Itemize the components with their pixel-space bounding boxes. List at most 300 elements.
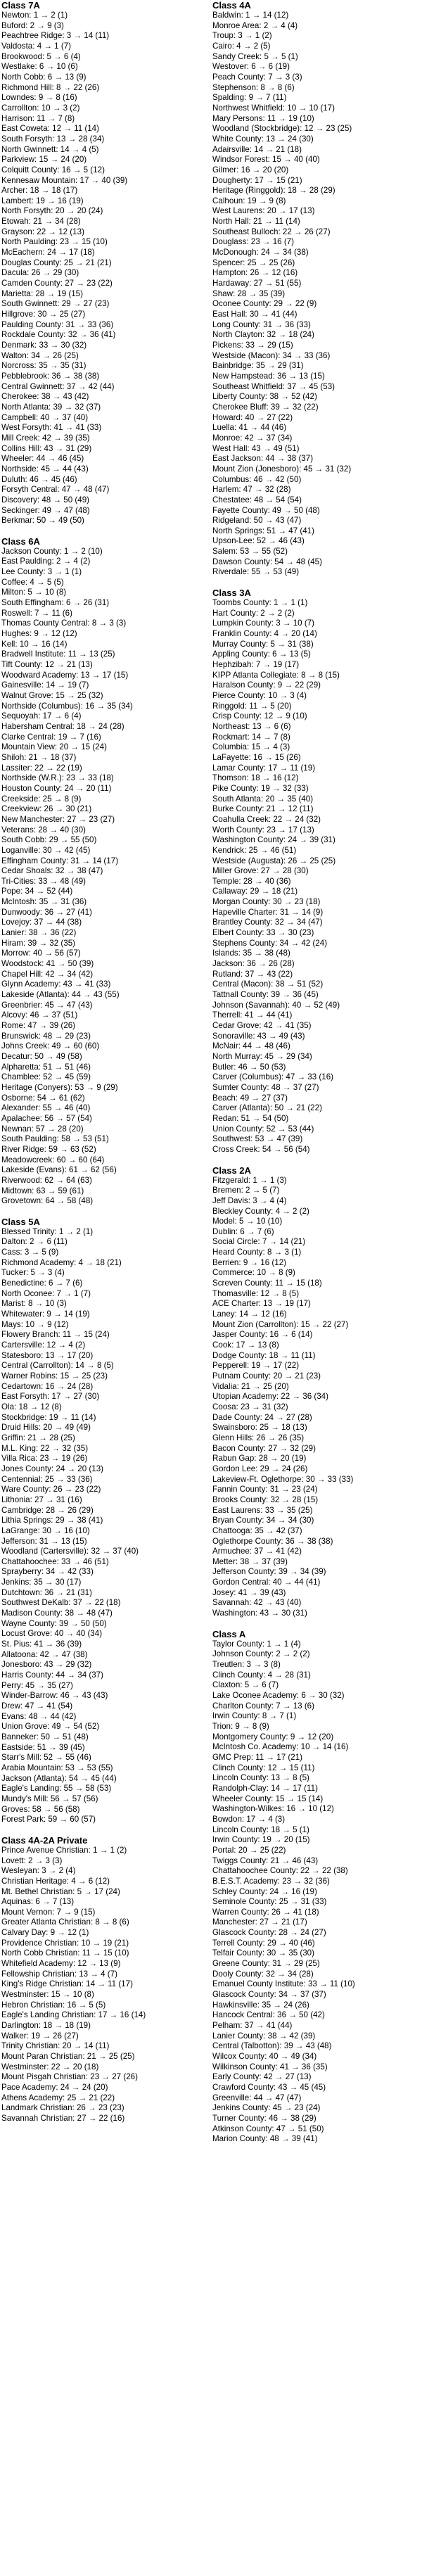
ranking-row: Warren County: 26 → 41 (18) bbox=[212, 1907, 319, 1917]
ranking-row: Hampton: 26 → 12 (16) bbox=[212, 268, 298, 278]
section-gap bbox=[1, 1825, 210, 1835]
ranking-row: Clinch County: 4 → 28 (31) bbox=[212, 1670, 311, 1680]
ranking-row: North Springs: 51 → 47 (41) bbox=[212, 526, 314, 535]
ranking-row: Dutchtown: 36 → 21 (31) bbox=[1, 1587, 92, 1597]
ranking-row: Centennial: 25 → 33 (36) bbox=[1, 1474, 93, 1484]
ranking-row: Fayette County: 49 → 50 (48) bbox=[212, 505, 320, 515]
ranking-row: Providence Christian: 10 → 19 (21) bbox=[1, 1938, 129, 1948]
ranking-row: Coahulla Creek: 22 → 24 (32) bbox=[212, 814, 321, 824]
ranking-row: Cedar Shoals: 32 → 38 (47) bbox=[1, 866, 103, 876]
ranking-row: Treutlen: 3 → 3 (8) bbox=[212, 1660, 281, 1670]
ranking-row: Oglethorpe County: 36 → 38 (38) bbox=[212, 1536, 333, 1546]
ranking-row: McDonough: 24 → 34 (38) bbox=[212, 248, 309, 258]
ranking-row: Richmond Hill: 8 → 22 (26) bbox=[1, 82, 100, 92]
ranking-row: Druid Hills: 20 → 49 (49) bbox=[1, 1423, 91, 1433]
ranking-row: South Cobb: 29 → 55 (50) bbox=[1, 835, 97, 845]
ranking-row: Turner County: 46 → 38 (29) bbox=[212, 2113, 316, 2123]
ranking-row: Carrollton: 10 → 3 (2) bbox=[1, 103, 80, 113]
ranking-row: Greene County: 31 → 29 (25) bbox=[212, 1959, 320, 1969]
ranking-row: East Coweta: 12 → 11 (14) bbox=[1, 124, 99, 134]
section-title: Class 5A bbox=[1, 1216, 40, 1227]
ranking-row: Chattooga: 35 → 42 (37) bbox=[212, 1525, 302, 1535]
ranking-row: Temple: 28 → 40 (36) bbox=[212, 876, 291, 886]
ranking-row: Wilcox County: 40 → 49 (34) bbox=[212, 2052, 317, 2061]
ranking-row: Washington: 43 → 30 (31) bbox=[212, 1609, 307, 1618]
ranking-row: Duluth: 46 → 45 (46) bbox=[1, 474, 77, 484]
section-class-a bbox=[212, 1629, 421, 2145]
ranking-row: Jenkins: 35 → 30 (17) bbox=[1, 1578, 82, 1587]
ranking-row: Social Circle: 7 → 14 (21) bbox=[212, 1237, 306, 1247]
ranking-row: Greenbrier: 45 → 47 (43) bbox=[1, 1000, 93, 1010]
ranking-row: Columbia: 15 → 4 (3) bbox=[212, 742, 290, 752]
ranking-row: North Cobb Christian: 11 → 15 (10) bbox=[1, 1948, 129, 1958]
ranking-row: Franklin County: 4 → 20 (14) bbox=[212, 629, 317, 639]
ranking-row: Taylor County: 1 → 1 (4) bbox=[212, 1639, 301, 1649]
ranking-row: Chamblee: 52 → 45 (59) bbox=[1, 1072, 91, 1082]
ranking-row: Athens Academy: 25 → 21 (22) bbox=[1, 2093, 115, 2102]
section-class-7a bbox=[1, 0, 210, 526]
ranking-row: Walton: 34 → 26 (25) bbox=[1, 350, 79, 360]
ranking-row: Screven County: 11 → 15 (18) bbox=[212, 1279, 322, 1288]
ranking-row: Heard County: 8 → 3 (1) bbox=[212, 1248, 302, 1257]
ranking-row: Chestatee: 48 → 54 (54) bbox=[212, 495, 302, 505]
ranking-row: North Murray: 45 → 29 (34) bbox=[212, 1051, 312, 1061]
ranking-row: Osborne: 54 → 61 (62) bbox=[1, 1093, 85, 1103]
ranking-row: Emanuel County Institute: 33 → 11 (10) bbox=[212, 1979, 355, 1989]
ranking-row: Rabun Gap: 28 → 20 (19) bbox=[212, 1454, 307, 1464]
ranking-row: Lassiter: 22 → 22 (19) bbox=[1, 763, 82, 773]
section-title: Class A bbox=[212, 1628, 246, 1639]
ranking-row: Jeff Davis: 3 → 4 (4) bbox=[212, 1195, 287, 1205]
ranking-row: Wilkinson County: 41 → 36 (35) bbox=[212, 2062, 328, 2071]
ranking-row: Spalding: 9 → 7 (11) bbox=[212, 93, 287, 103]
ranking-row: Oconee County: 29 → 22 (9) bbox=[212, 299, 317, 309]
ranking-row: Monroe Area: 2 → 4 (4) bbox=[212, 20, 298, 30]
ranking-row: Utopian Academy: 22 → 36 (34) bbox=[212, 1392, 328, 1402]
ranking-row: Terrell County: 29 → 40 (46) bbox=[212, 1938, 315, 1948]
ranking-row: Winder-Barrow: 46 → 43 (43) bbox=[1, 1691, 108, 1701]
ranking-row: Northside (W.R.): 23 → 33 (18) bbox=[1, 773, 114, 783]
ranking-row: Hart County: 2 → 2 (2) bbox=[212, 608, 295, 618]
ranking-row: Portal: 20 → 25 (22) bbox=[212, 1845, 286, 1855]
ranking-row: West Forsyth: 41 → 41 (33) bbox=[1, 423, 102, 433]
ranking-row: Bleckley County: 4 → 2 (2) bbox=[212, 1206, 309, 1216]
ranking-row: Salem: 53 → 55 (52) bbox=[212, 547, 288, 557]
ranking-row: Marietta: 28 → 19 (15) bbox=[1, 288, 83, 298]
ranking-row: Marist: 8 → 10 (3) bbox=[1, 1299, 67, 1309]
ranking-row: Irwin County: 8 → 7 (1) bbox=[212, 1711, 297, 1721]
ranking-row: Callaway: 29 → 18 (21) bbox=[212, 887, 298, 896]
ranking-row: Pebblebrook: 36 → 38 (38) bbox=[1, 371, 100, 381]
ranking-row: Lanier: 38 → 36 (22) bbox=[1, 928, 77, 938]
ranking-row: Atkinson County: 47 → 51 (50) bbox=[212, 2124, 324, 2133]
ranking-row: Chattahoochee County: 22 → 22 (38) bbox=[212, 1866, 348, 1876]
ranking-row: North Paulding: 23 → 15 (10) bbox=[1, 237, 108, 247]
ranking-row: Thomson: 18 → 16 (12) bbox=[212, 773, 299, 783]
ranking-row: Gilmer: 16 → 20 (20) bbox=[212, 165, 289, 175]
ranking-row: Grovetown: 64 → 58 (48) bbox=[1, 1196, 94, 1206]
ranking-row: Gordon Lee: 29 → 24 (26) bbox=[212, 1464, 308, 1473]
ranking-row: Northside: 45 → 44 (43) bbox=[1, 464, 89, 474]
ranking-row: South Gwinnett: 29 → 27 (23) bbox=[1, 299, 110, 309]
ranking-row: Riverwood: 62 → 64 (63) bbox=[1, 1175, 92, 1185]
ranking-row: Columbus: 46 → 42 (50) bbox=[212, 474, 302, 484]
ranking-row: Jenkins County: 45 → 23 (24) bbox=[212, 2103, 321, 2113]
ranking-row: Arabia Mountain: 53 → 53 (55) bbox=[1, 1763, 113, 1772]
ranking-row: Stephens County: 34 → 42 (24) bbox=[212, 938, 328, 948]
ranking-row: Mount Paran Christian: 21 → 25 (25) bbox=[1, 2052, 135, 2061]
ranking-row: Hephzibah: 7 → 19 (17) bbox=[212, 660, 300, 670]
section-title: Class 3A bbox=[212, 588, 251, 599]
ranking-row: Southeast Whitfield: 37 → 45 (53) bbox=[212, 381, 335, 391]
ranking-row: Elbert County: 33 → 30 (23) bbox=[212, 928, 314, 938]
ranking-row: Greater Atlanta Christian: 8 → 8 (6) bbox=[1, 1917, 129, 1927]
ranking-row: Central Gwinnett: 37 → 42 (44) bbox=[1, 381, 115, 391]
ranking-row: Bacon County: 27 → 32 (29) bbox=[212, 1443, 316, 1453]
ranking-row: Bremen: 2 → 5 (7) bbox=[212, 1186, 280, 1195]
ranking-row: Burke County: 21 → 12 (11) bbox=[212, 804, 314, 814]
ranking-row: Rome: 47 → 39 (26) bbox=[1, 1021, 76, 1030]
ranking-row: Calvary Day: 9 → 12 (1) bbox=[1, 1928, 89, 1938]
ranking-row: Evans: 48 → 44 (42) bbox=[1, 1711, 77, 1721]
ranking-row: Sandy Creek: 5 → 5 (1) bbox=[212, 51, 298, 61]
ranking-row: Veterans: 28 → 40 (30) bbox=[1, 825, 86, 835]
ranking-row: Commerce: 10 → 8 (9) bbox=[212, 1268, 295, 1278]
ranking-row: Alcovy: 46 → 37 (51) bbox=[1, 1010, 78, 1020]
ranking-row: Cartersville: 12 → 4 (2) bbox=[1, 1340, 86, 1350]
ranking-row: Washington County: 24 → 39 (31) bbox=[212, 835, 335, 845]
ranking-row: East Hall: 30 → 41 (44) bbox=[212, 310, 298, 319]
ranking-row: Jefferson County: 39 → 34 (39) bbox=[212, 1567, 326, 1577]
section-gap bbox=[212, 1619, 421, 1629]
ranking-row: Drew: 47 → 41 (54) bbox=[1, 1701, 73, 1711]
ranking-row: Chapel Hill: 42 → 34 (42) bbox=[1, 969, 94, 979]
ranking-row: West Laurens: 20 → 17 (13) bbox=[212, 206, 315, 216]
ranking-row: Toombs County: 1 → 1 (1) bbox=[212, 598, 308, 608]
ranking-row: Brookwood: 5 → 6 (4) bbox=[1, 51, 81, 61]
ranking-row: Darlington: 18 → 18 (19) bbox=[1, 2021, 91, 2031]
ranking-row: Chattahoochee: 33 → 46 (51) bbox=[1, 1556, 109, 1566]
ranking-row: Milton: 5 → 10 (8) bbox=[1, 588, 67, 597]
ranking-row: Shaw: 28 → 35 (39) bbox=[212, 288, 286, 298]
ranking-row: North Forsyth: 20 → 20 (24) bbox=[1, 206, 103, 216]
ranking-row: Starr's Mill: 52 → 55 (46) bbox=[1, 1753, 91, 1763]
ranking-row: Prince Avenue Christian: 1 → 1 (2) bbox=[1, 1845, 127, 1855]
ranking-row: Westminster: 22 → 20 (18) bbox=[1, 2062, 99, 2071]
ranking-row: Whitewater: 9 → 14 (19) bbox=[1, 1309, 90, 1319]
ranking-row: Lithia Springs: 29 → 38 (41) bbox=[1, 1516, 103, 1525]
ranking-row: Beach: 49 → 27 (37) bbox=[212, 1093, 288, 1103]
ranking-row: New Manchester: 27 → 23 (27) bbox=[1, 814, 115, 824]
ranking-row: Shiloh: 21 → 18 (37) bbox=[1, 752, 77, 762]
ranking-row: Hughes: 9 → 12 (12) bbox=[1, 629, 77, 639]
ranking-row: Troup: 3 → 1 (2) bbox=[212, 31, 272, 41]
ranking-row: Luella: 41 → 44 (46) bbox=[212, 423, 287, 433]
ranking-row: Montgomery County: 9 → 12 (20) bbox=[212, 1732, 334, 1741]
ranking-row: Dacula: 26 → 29 (30) bbox=[1, 268, 79, 278]
ranking-row: North Gwinnett: 14 → 4 (5) bbox=[1, 144, 99, 154]
ranking-row: Haralson County: 9 → 22 (29) bbox=[212, 680, 321, 690]
ranking-row: Monroe: 42 → 37 (34) bbox=[212, 433, 293, 443]
ranking-row: South Forsyth: 13 → 28 (34) bbox=[1, 134, 105, 144]
ranking-row: South Atlanta: 20 → 35 (40) bbox=[212, 794, 314, 804]
ranking-row: Glascock County: 28 → 24 (27) bbox=[212, 1928, 326, 1938]
ranking-row: Fitzgerald: 1 → 1 (3) bbox=[212, 1175, 287, 1185]
ranking-row: Pelham: 37 → 41 (44) bbox=[212, 2021, 293, 2031]
ranking-row: Sequoyah: 17 → 6 (4) bbox=[1, 711, 82, 721]
ranking-row: Seckinger: 49 → 47 (48) bbox=[1, 505, 90, 515]
ranking-row: Lambert: 19 → 16 (19) bbox=[1, 196, 84, 205]
section-title: Class 7A bbox=[1, 0, 40, 11]
ranking-row: Randolph-Clay: 14 → 17 (11) bbox=[212, 1783, 318, 1793]
ranking-row: Douglas County: 25 → 21 (21) bbox=[1, 258, 112, 267]
ranking-row: Grayson: 22 → 12 (13) bbox=[1, 227, 84, 236]
ranking-row: Bowdon: 17 → 4 (3) bbox=[212, 1814, 286, 1824]
ranking-row: Lamar County: 17 → 11 (19) bbox=[212, 763, 316, 773]
ranking-row: Mount Zion (Jonesboro): 45 → 31 (32) bbox=[212, 464, 352, 474]
ranking-row: Telfair County: 30 → 35 (30) bbox=[212, 1948, 314, 1958]
ranking-row: Eagle's Landing Christian: 17 → 16 (14) bbox=[1, 2010, 146, 2020]
ranking-row: Stephenson: 8 → 8 (6) bbox=[212, 82, 295, 92]
ranking-row: Seminole County: 25 → 31 (33) bbox=[212, 1897, 327, 1907]
ranking-row: Southwest: 53 → 47 (39) bbox=[212, 1134, 303, 1144]
ranking-row: North Clayton: 32 → 18 (24) bbox=[212, 330, 314, 340]
ranking-row: Gainesville: 14 → 19 (7) bbox=[1, 680, 89, 690]
ranking-row: Tucker: 5 → 3 (4) bbox=[1, 1268, 65, 1278]
ranking-row: Buford: 2 → 9 (3) bbox=[1, 20, 64, 30]
ranking-row: Walnut Grove: 15 → 25 (32) bbox=[1, 691, 103, 700]
ranking-row: Therrell: 41 → 44 (41) bbox=[212, 1010, 293, 1020]
ranking-row: Berkmar: 50 → 49 (50) bbox=[1, 516, 84, 526]
ranking-row: Forest Park: 59 → 60 (57) bbox=[1, 1815, 96, 1825]
ranking-row: Butler: 46 → 50 (53) bbox=[212, 1062, 286, 1072]
ranking-row: Greenville: 44 → 47 (47) bbox=[212, 2093, 302, 2102]
ranking-row: Armuchee: 37 → 41 (42) bbox=[212, 1547, 302, 1556]
ranking-row: Richmond Academy: 4 → 18 (21) bbox=[1, 1257, 122, 1267]
ranking-row: Jasper County: 16 → 6 (14) bbox=[212, 1330, 313, 1340]
ranking-row: Schley County: 24 → 16 (19) bbox=[212, 1886, 317, 1896]
ranking-row: Morrow: 40 → 56 (57) bbox=[1, 948, 81, 958]
ranking-row: White County: 13 → 24 (30) bbox=[212, 134, 314, 144]
ranking-row: Baldwin: 1 → 14 (12) bbox=[212, 11, 289, 20]
ranking-row: Thomasville: 12 → 8 (5) bbox=[212, 1288, 300, 1298]
ranking-row: Lovejoy: 37 → 44 (38) bbox=[1, 918, 82, 927]
ranking-row: Johnson (Savannah): 40 → 52 (49) bbox=[212, 1000, 340, 1010]
ranking-row: Pope: 34 → 52 (44) bbox=[1, 887, 73, 896]
ranking-row: Jones County: 24 → 20 (13) bbox=[1, 1464, 104, 1473]
ranking-row: Jefferson: 31 → 13 (15) bbox=[1, 1536, 87, 1546]
ranking-row: Rutland: 37 → 43 (22) bbox=[212, 969, 293, 979]
ranking-row: Thomas County Central: 8 → 3 (3) bbox=[1, 618, 127, 628]
ranking-row: Lovett: 2 → 3 (3) bbox=[1, 1855, 63, 1865]
ranking-row: Landmark Christian: 26 → 23 (23) bbox=[1, 2103, 124, 2113]
ranking-row: Lincoln County: 18 → 5 (1) bbox=[212, 1825, 309, 1834]
ranking-row: Madison County: 38 → 48 (47) bbox=[1, 1609, 113, 1618]
ranking-row: Effingham County: 31 → 14 (17) bbox=[1, 856, 119, 865]
ranking-row: Glenn Hills: 26 → 26 (35) bbox=[212, 1433, 305, 1442]
ranking-row: East Jackson: 44 → 38 (37) bbox=[212, 454, 314, 464]
ranking-row: North Hall: 21 → 11 (14) bbox=[212, 217, 300, 227]
ranking-row: Ware County: 26 → 23 (22) bbox=[1, 1485, 101, 1495]
ranking-row: South Paulding: 58 → 53 (51) bbox=[1, 1134, 109, 1144]
ranking-row: Hapeville Charter: 31 → 14 (9) bbox=[212, 907, 324, 917]
ranking-row: B.E.S.T. Academy: 23 → 32 (36) bbox=[212, 1876, 330, 1886]
ranking-row: Woodstock: 41 → 50 (39) bbox=[1, 959, 94, 969]
left-column bbox=[1, 0, 210, 2124]
ranking-row: Jonesboro: 43 → 29 (32) bbox=[1, 1660, 92, 1670]
ranking-row: Eagle's Landing: 55 → 58 (53) bbox=[1, 1784, 112, 1794]
ranking-row: Hawkinsville: 35 → 24 (26) bbox=[212, 2000, 309, 2010]
ranking-row: Mount Vernon: 7 → 9 (15) bbox=[1, 1907, 96, 1917]
ranking-row: Perry: 45 → 35 (27) bbox=[1, 1680, 73, 1690]
ranking-row: Redan: 51 → 54 (50) bbox=[212, 1113, 289, 1123]
ranking-row: East Laurens: 33 → 35 (25) bbox=[212, 1505, 313, 1515]
ranking-row: Houston County: 24 → 20 (11) bbox=[1, 783, 112, 793]
ranking-row: Harris County: 44 → 34 (37) bbox=[1, 1670, 103, 1680]
ranking-row: Carver (Atlanta): 50 → 21 (22) bbox=[212, 1103, 322, 1113]
ranking-row: Apalachee: 56 → 57 (54) bbox=[1, 1113, 92, 1123]
section-gap bbox=[212, 578, 421, 588]
ranking-row: Bryan County: 34 → 34 (30) bbox=[212, 1516, 314, 1525]
ranking-row: Hancock Central: 36 → 50 (42) bbox=[212, 2010, 325, 2020]
ranking-row: Pace Academy: 24 → 24 (20) bbox=[1, 2082, 108, 2092]
ranking-row: Brunswick: 48 → 29 (23) bbox=[1, 1031, 91, 1041]
ranking-row: Rockdale County: 32 → 36 (41) bbox=[1, 330, 116, 340]
ranking-row: Lowndes: 9 → 8 (16) bbox=[1, 93, 77, 103]
ranking-row: Pepperell: 19 → 17 (22) bbox=[212, 1361, 300, 1371]
ranking-row: Decatur: 50 → 49 (58) bbox=[1, 1051, 82, 1061]
ranking-row: Jackson County: 1 → 2 (10) bbox=[1, 546, 103, 556]
ranking-row: Lee County: 3 → 1 (1) bbox=[1, 567, 82, 577]
ranking-row: Creekside: 25 → 8 (9) bbox=[1, 794, 82, 804]
ranking-row: Bainbridge: 35 → 29 (31) bbox=[212, 361, 304, 371]
ranking-row: Wesleyan: 3 → 2 (4) bbox=[1, 1866, 76, 1876]
ranking-row: Central (Macon): 38 → 51 (52) bbox=[212, 979, 324, 989]
ranking-row: Pickens: 33 → 29 (15) bbox=[212, 341, 293, 350]
ranking-row: Upson-Lee: 52 → 46 (43) bbox=[212, 536, 305, 546]
ranking-row: McEachern: 24 → 17 (18) bbox=[1, 248, 95, 258]
ranking-row: Riverdale: 55 → 53 (49) bbox=[212, 567, 300, 577]
ranking-row: West Hall: 43 → 49 (51) bbox=[212, 443, 300, 453]
ranking-row: Mundy's Mill: 56 → 57 (56) bbox=[1, 1794, 98, 1803]
ranking-row: Christian Heritage: 4 → 6 (12) bbox=[1, 1876, 110, 1886]
ranking-row: Dawson County: 54 → 48 (45) bbox=[212, 557, 322, 566]
ranking-row: Jackson: 36 → 26 (28) bbox=[212, 959, 295, 969]
section-class-5a bbox=[1, 1217, 210, 1825]
ranking-row: Stockbridge: 19 → 11 (14) bbox=[1, 1412, 96, 1422]
ranking-row: Calhoun: 19 → 9 (8) bbox=[212, 196, 286, 205]
ranking-row: Statesboro: 13 → 17 (20) bbox=[1, 1350, 94, 1360]
ranking-row: Woodland (Stockbridge): 12 → 23 (25) bbox=[212, 124, 352, 134]
ranking-row: M.L. King: 22 → 32 (35) bbox=[1, 1443, 89, 1453]
section-class-2a bbox=[212, 1165, 421, 1619]
ranking-row: Kennesaw Mountain: 17 → 40 (39) bbox=[1, 175, 128, 185]
ranking-row: Tri-Cities: 33 → 48 (49) bbox=[1, 876, 87, 886]
ranking-row: Mount Zion (Carrollton): 15 → 22 (27) bbox=[212, 1319, 349, 1329]
ranking-row: East Forsyth: 17 → 27 (30) bbox=[1, 1392, 100, 1402]
ranking-row: Islands: 35 → 38 (48) bbox=[212, 948, 290, 958]
ranking-row: Putnam County: 20 → 21 (23) bbox=[212, 1371, 321, 1381]
ranking-row: Dalton: 2 → 6 (11) bbox=[1, 1237, 68, 1247]
ranking-row: Northside (Columbus): 16 → 35 (34) bbox=[1, 701, 133, 711]
ranking-row: Central (Carrollton): 14 → 8 (5) bbox=[1, 1361, 114, 1371]
ranking-row: Westminster: 15 → 10 (8) bbox=[1, 1990, 94, 2000]
ranking-row: Ringgold: 11 → 5 (20) bbox=[212, 701, 292, 711]
ranking-row: Dunwoody: 36 → 27 (41) bbox=[1, 907, 92, 917]
ranking-row: Liberty County: 38 → 52 (42) bbox=[212, 392, 317, 402]
ranking-row: Swainsboro: 25 → 18 (13) bbox=[212, 1423, 307, 1433]
ranking-row: Worth County: 23 → 17 (13) bbox=[212, 825, 314, 835]
ranking-row: North Cobb: 6 → 13 (9) bbox=[1, 72, 87, 82]
ranking-row: Peach County: 7 → 3 (3) bbox=[212, 72, 302, 82]
ranking-row: Cherokee Bluff: 39 → 32 (22) bbox=[212, 402, 319, 412]
ranking-row: Cedar Grove: 42 → 41 (35) bbox=[212, 1021, 312, 1030]
ranking-row: Savannah: 42 → 43 (40) bbox=[212, 1598, 302, 1608]
ranking-row: Locust Grove: 40 → 40 (34) bbox=[1, 1629, 103, 1639]
ranking-row: Fellowship Christian: 13 → 4 (7) bbox=[1, 1969, 117, 1979]
ranking-row: Cambridge: 28 → 26 (29) bbox=[1, 1505, 94, 1515]
ranking-row: Dooly County: 32 → 34 (28) bbox=[212, 1969, 314, 1979]
ranking-row: Cherokee: 38 → 43 (42) bbox=[1, 392, 89, 402]
ranking-row: Harrison: 11 → 7 (8) bbox=[1, 113, 75, 123]
ranking-row: South Effingham: 6 → 26 (31) bbox=[1, 598, 110, 608]
ranking-row: LaFayette: 16 → 15 (26) bbox=[212, 752, 301, 762]
ranking-row: Westlake: 6 → 10 (6) bbox=[1, 62, 78, 72]
ranking-row: Wayne County: 39 → 50 (50) bbox=[1, 1618, 107, 1628]
ranking-row: Pike County: 19 → 32 (33) bbox=[212, 783, 309, 793]
ranking-row: Dade County: 24 → 27 (28) bbox=[212, 1412, 312, 1422]
ranking-row: Parkview: 15 → 24 (20) bbox=[1, 155, 87, 165]
ranking-row: Howard: 40 → 27 (22) bbox=[212, 412, 293, 422]
ranking-row: Cedartown: 16 → 24 (28) bbox=[1, 1381, 94, 1391]
section-title: Class 2A bbox=[212, 1165, 251, 1176]
ranking-row: Westside (Augusta): 26 → 25 (25) bbox=[212, 856, 336, 865]
ranking-row: Blessed Trinity: 1 → 2 (1) bbox=[1, 1226, 94, 1236]
ranking-row: Crisp County: 12 → 9 (10) bbox=[212, 711, 307, 721]
ranking-row: Mary Persons: 11 → 19 (10) bbox=[212, 113, 314, 123]
ranking-row: Discovery: 48 → 50 (49) bbox=[1, 495, 90, 505]
ranking-row: Josey: 41 → 39 (43) bbox=[212, 1587, 286, 1597]
ranking-row: Camden County: 27 → 23 (22) bbox=[1, 279, 113, 288]
ranking-row: Lake Oconee Academy: 6 → 30 (32) bbox=[212, 1691, 345, 1701]
ranking-row: Lithonia: 27 → 31 (16) bbox=[1, 1495, 82, 1504]
ranking-row: Miller Grove: 27 → 28 (30) bbox=[212, 866, 309, 876]
ranking-row: Cass: 3 → 5 (9) bbox=[1, 1248, 59, 1257]
ranking-row: Lincoln County: 13 → 8 (5) bbox=[212, 1773, 309, 1783]
ranking-row: Johnson County: 2 → 2 (2) bbox=[212, 1649, 310, 1659]
ranking-row: Johns Creek: 49 → 60 (60) bbox=[1, 1041, 100, 1051]
ranking-row: King's Ridge Christian: 14 → 11 (17) bbox=[1, 1979, 133, 1989]
ranking-row: Twiggs County: 21 → 46 (43) bbox=[212, 1855, 319, 1865]
ranking-row: Wheeler County: 15 → 15 (14) bbox=[212, 1794, 324, 1803]
ranking-row: Lakeside (Evans): 61 → 62 (56) bbox=[1, 1165, 117, 1175]
ranking-row: Douglass: 23 → 16 (7) bbox=[212, 237, 294, 247]
ranking-row: Claxton: 5 → 6 (7) bbox=[212, 1680, 279, 1690]
ranking-row: Carver (Columbus): 47 → 33 (16) bbox=[212, 1072, 334, 1082]
ranking-row: GMC Prep: 11 → 17 (21) bbox=[212, 1752, 303, 1762]
ranking-row: Denmark: 33 → 30 (32) bbox=[1, 341, 87, 350]
ranking-row: Clinch County: 12 → 15 (11) bbox=[212, 1763, 315, 1772]
ranking-row: Flowery Branch: 11 → 15 (24) bbox=[1, 1330, 110, 1340]
ranking-row: Appling County: 6 → 13 (5) bbox=[212, 649, 311, 659]
ranking-row: Laney: 14 → 12 (16) bbox=[212, 1309, 287, 1319]
ranking-row: McIntosh: 35 → 31 (36) bbox=[1, 897, 87, 907]
ranking-row: River Ridge: 59 → 63 (52) bbox=[1, 1144, 96, 1154]
section-class-4a-2a-private bbox=[1, 1835, 210, 2124]
section-gap bbox=[212, 1155, 421, 1165]
ranking-row: Brantley County: 32 → 34 (47) bbox=[212, 918, 323, 927]
ranking-row: Union Grove: 49 → 54 (52) bbox=[1, 1722, 100, 1732]
